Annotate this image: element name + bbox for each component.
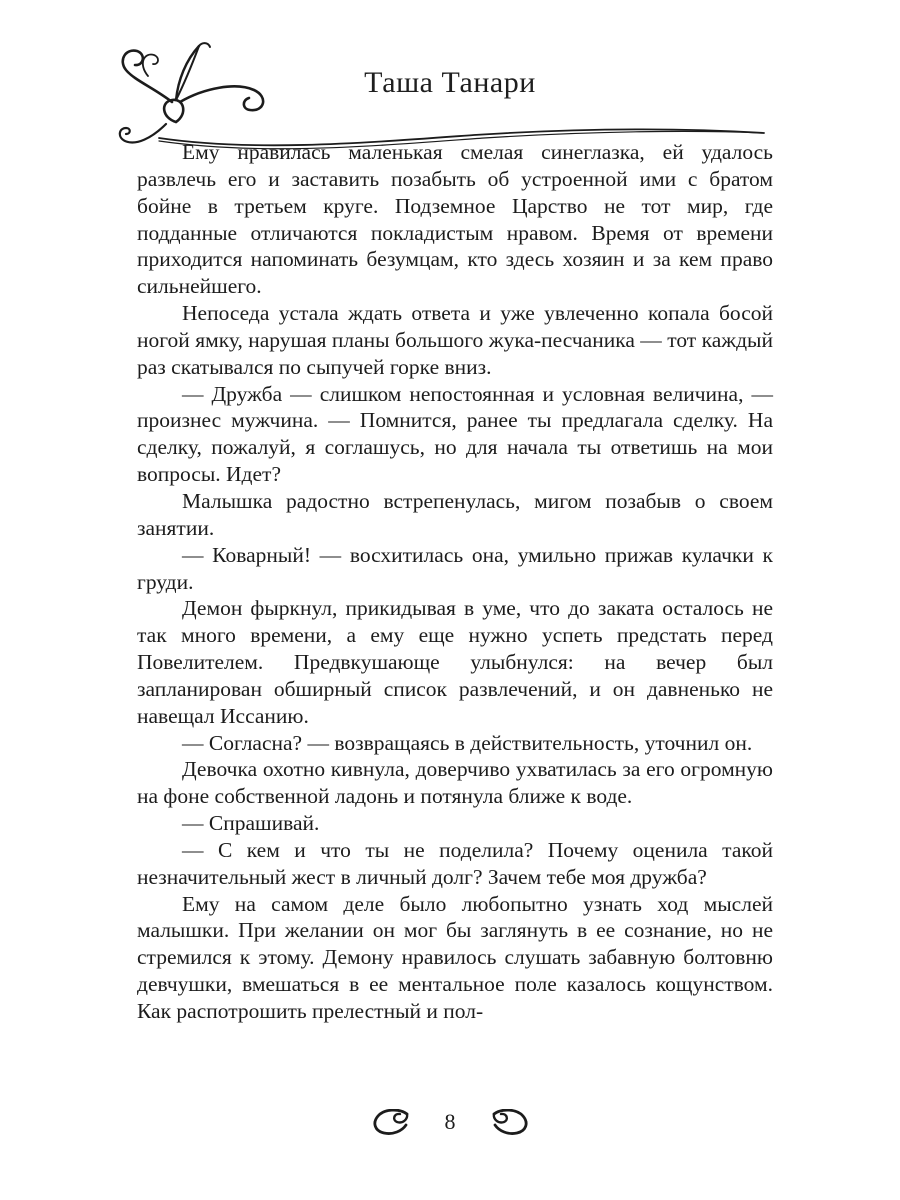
footer-left-swash-icon [371, 1109, 411, 1136]
paragraph: Девочка охотно кивнула, доверчиво ухватилась за его огромную на фоне собственной ладонь и потянула ближе к воде. [137, 757, 773, 809]
paragraph: — Дружба — слишком непостоянная и условная величина, — произнес мужчина. — Помнится, ранее ты предлагала сделку. На сделку, пожалуй, я соглашусь, но для начала ты ответишь на мои вопросы. Идет? [137, 381, 773, 487]
paragraph: Ему нравилась маленькая смелая синеглазка, ей удалось развлечь его и заставить позабыть об устроенной ими с братом бойне в третьем круге. Подземное Царство не тот мир, где подданные отличаются покладистым нравом. Время от времени приходится напоминать безумцам, кто здесь хозяин и за кем право сильнейшего. [137, 140, 773, 299]
footer-right-swash-icon [490, 1109, 530, 1136]
paragraph: Непоседа устала ждать ответа и уже увлеченно копала босой ногой ямку, нарушая планы большого жука-песчаника — тот каждый раз скатывался по сыпучей горке вниз. [137, 301, 773, 379]
paragraph: Ему на самом деле было любопытно узнать ход мыслей малышки. При желании он мог бы заглянуть в ее сознание, но не стремился к этому. Демону нравилось слушать забавную болтовню девчушки, вмешаться в ее ментальное поле казалось кощунством. Как распотрошить прелестный и пол- [137, 891, 773, 1023]
paragraph: — Согласна? — возвращаясь в действительность, уточнил он. [182, 730, 753, 755]
paragraph: Демон фыркнул, прикидывая в уме, что до заката осталось не так много времени, а ему еще нужно успеть предстать перед Повелителем. Предвкушающе улыбнулся: на вечер был запланирован обширный список развлечений, и он давненько не навещал Иссанию. [137, 596, 773, 728]
paragraph: — Коварный! — восхитилась она, умильно прижав кулачки к груди. [137, 542, 773, 594]
page-header [0, 0, 900, 150]
paragraph: Малышка радостно встрепенулась, мигом позабыв о своем занятии. [137, 488, 773, 540]
page-footer [0, 1102, 900, 1142]
running-head-author: Таша Танари [364, 66, 536, 99]
page-number: 8 [444, 1109, 456, 1134]
paragraph: — Спрашивай. [182, 811, 320, 836]
paragraph: — С кем и что ты не поделила? Почему оценила такой незначительный жест в личный долг? Зачем тебе моя дружба? [137, 837, 773, 889]
body-text [137, 139, 773, 1025]
